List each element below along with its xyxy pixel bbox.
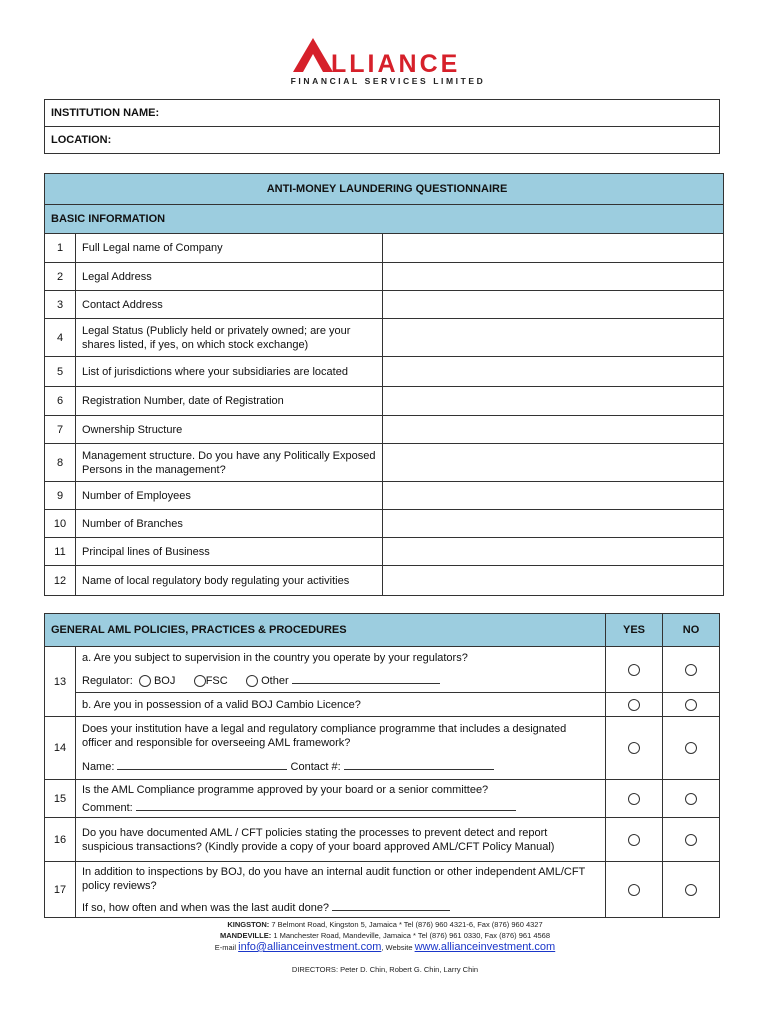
footer-kingston — [0, 920, 770, 929]
yes-radio[interactable] — [628, 699, 640, 711]
kingston-address: 7 Belmont Road, Kingston 5, Jamaica * Tel (876) 960 4321-6, Fax (876) 960 4327 — [271, 920, 543, 929]
question-text: a. Are you subject to supervision in the country you operate by your regulators? — [82, 652, 468, 664]
question-14 — [76, 717, 606, 780]
footer-mandeville — [0, 931, 770, 940]
answer-cell[interactable] — [383, 510, 724, 538]
row-label: Number of Employees — [76, 482, 383, 510]
answer-cell[interactable] — [383, 482, 724, 510]
audit-line — [82, 901, 599, 915]
question-16: Do you have documented AML / CFT policies stating the processes to prevent detect and report suspicious transactions? (Kindly provide a copy of your board approved AML/CFT Policy Manual) — [76, 818, 606, 862]
comment-line — [82, 801, 599, 815]
footer-contact — [0, 941, 770, 953]
contact-label: Contact #: — [290, 761, 341, 773]
other-radio[interactable] — [246, 675, 258, 687]
answer-cell[interactable] — [383, 538, 724, 566]
row-label: Registration Number, date of Registration — [76, 387, 383, 416]
boj-label: BOJ — [153, 675, 176, 687]
row-number: 2 — [45, 263, 76, 291]
audit-blank[interactable] — [332, 910, 450, 911]
answer-cell[interactable] — [383, 416, 724, 444]
row-label: Legal Address — [76, 263, 383, 291]
email-link[interactable]: info@allianceinvestment.com — [238, 941, 382, 953]
row-number: 7 — [45, 416, 76, 444]
logo-subtitle: FINANCIAL SERVICES LIMITED — [290, 76, 486, 86]
fsc-label: FSC — [205, 675, 228, 687]
row-number: 9 — [45, 482, 76, 510]
basic-info-header: BASIC INFORMATION — [45, 205, 724, 234]
row-number: 10 — [45, 510, 76, 538]
name-label: Name: — [82, 761, 115, 773]
question-17 — [76, 862, 606, 918]
row-number: 16 — [45, 818, 76, 862]
officer-line — [82, 760, 599, 774]
row-label: Ownership Structure — [76, 416, 383, 444]
mandeville-label: MANDEVILLE: — [219, 931, 272, 940]
answer-cell[interactable] — [383, 566, 724, 596]
logo-a-mark — [289, 36, 337, 74]
questionnaire-title: ANTI-MONEY LAUNDERING QUESTIONNAIRE — [45, 174, 724, 205]
answer-cell[interactable] — [383, 357, 724, 387]
email-label: E-mail — [214, 943, 237, 952]
row-label: Name of local regulatory body regulating your activities — [76, 566, 383, 596]
other-blank[interactable] — [292, 683, 440, 684]
aml-header: GENERAL AML POLICIES, PRACTICES & PROCEDURES — [45, 614, 606, 647]
answer-cell[interactable] — [383, 234, 724, 263]
row-label: Full Legal name of Company — [76, 234, 383, 263]
answer-cell[interactable] — [383, 444, 724, 482]
no-radio[interactable] — [685, 664, 697, 676]
question-13a — [76, 647, 606, 693]
yes-radio[interactable] — [628, 664, 640, 676]
answer-cell[interactable] — [383, 263, 724, 291]
no-radio[interactable] — [685, 834, 697, 846]
row-number: 12 — [45, 566, 76, 596]
row-number: 8 — [45, 444, 76, 482]
row-label: Legal Status (Publicly held or privately owned; are your shares listed, if yes, on which stock exchange) — [76, 319, 383, 357]
no-radio[interactable] — [685, 699, 697, 711]
contact-blank[interactable] — [344, 769, 494, 770]
regulator-options — [82, 674, 599, 688]
other-label: Other — [261, 675, 289, 687]
question-15 — [76, 780, 606, 818]
location-field[interactable]: LOCATION: — [45, 127, 720, 154]
no-header: NO — [663, 614, 720, 647]
kingston-label: KINGSTON: — [227, 920, 270, 929]
row-number: 11 — [45, 538, 76, 566]
answer-cell[interactable] — [383, 387, 724, 416]
row-label: List of jurisdictions where your subsidiaries are located — [76, 357, 383, 387]
row-number: 13 — [45, 647, 76, 717]
mandeville-address: 1 Manchester Road, Mandeville, Jamaica * Tel (876) 961 0330, Fax (876) 961 4568 — [273, 931, 551, 940]
no-radio[interactable] — [685, 793, 697, 805]
regulator-label: Regulator: — [82, 675, 133, 687]
row-label: Number of Branches — [76, 510, 383, 538]
followup-label: If so, how often and when was the last audit done? — [82, 901, 330, 914]
company-logo — [283, 36, 493, 88]
yes-header: YES — [606, 614, 663, 647]
no-radio[interactable] — [685, 884, 697, 896]
logo-wordmark: LLIANCE — [331, 50, 461, 78]
institution-table — [44, 99, 720, 154]
row-number: 17 — [45, 862, 76, 918]
question-text: Does your institution have a legal and regulatory compliance programme that includes a designated officer and responsible for overseeing AML framework? — [82, 723, 567, 749]
yes-radio[interactable] — [628, 742, 640, 754]
officer-name-blank[interactable] — [117, 769, 287, 770]
yes-radio[interactable] — [628, 834, 640, 846]
question-13b: b. Are you in possession of a valid BOJ Cambio Licence? — [76, 693, 606, 717]
comment-blank[interactable] — [136, 810, 516, 811]
footer-directors: DIRECTORS: Peter D. Chin, Robert G. Chin, Larry Chin — [291, 965, 479, 974]
answer-cell[interactable] — [383, 291, 724, 319]
row-number: 4 — [45, 319, 76, 357]
row-number: 5 — [45, 357, 76, 387]
yes-radio[interactable] — [628, 884, 640, 896]
row-number: 1 — [45, 234, 76, 263]
website-label: , Website — [381, 943, 413, 952]
row-number: 15 — [45, 780, 76, 818]
row-number: 14 — [45, 717, 76, 780]
answer-cell[interactable] — [383, 319, 724, 357]
basic-info-table — [44, 173, 724, 596]
fsc-radio[interactable] — [194, 675, 206, 687]
website-link[interactable]: www.allianceinvestment.com — [414, 941, 556, 953]
row-label: Management structure. Do you have any Politically Exposed Persons in the management? — [76, 444, 383, 482]
yes-radio[interactable] — [628, 793, 640, 805]
aml-policies-table — [44, 613, 720, 918]
no-radio[interactable] — [685, 742, 697, 754]
boj-radio[interactable] — [139, 675, 151, 687]
question-text: In addition to inspections by BOJ, do you have an internal audit function or other independent AML/CFT policy reviews? — [82, 865, 586, 892]
row-label: Contact Address — [76, 291, 383, 319]
comment-label: Comment: — [82, 801, 133, 814]
row-label: Principal lines of Business — [76, 538, 383, 566]
row-number: 3 — [45, 291, 76, 319]
institution-name-field[interactable]: INSTITUTION NAME: — [45, 100, 720, 127]
question-text: Is the AML Compliance programme approved by your board or a senior committee? — [82, 783, 489, 796]
row-number: 6 — [45, 387, 76, 416]
